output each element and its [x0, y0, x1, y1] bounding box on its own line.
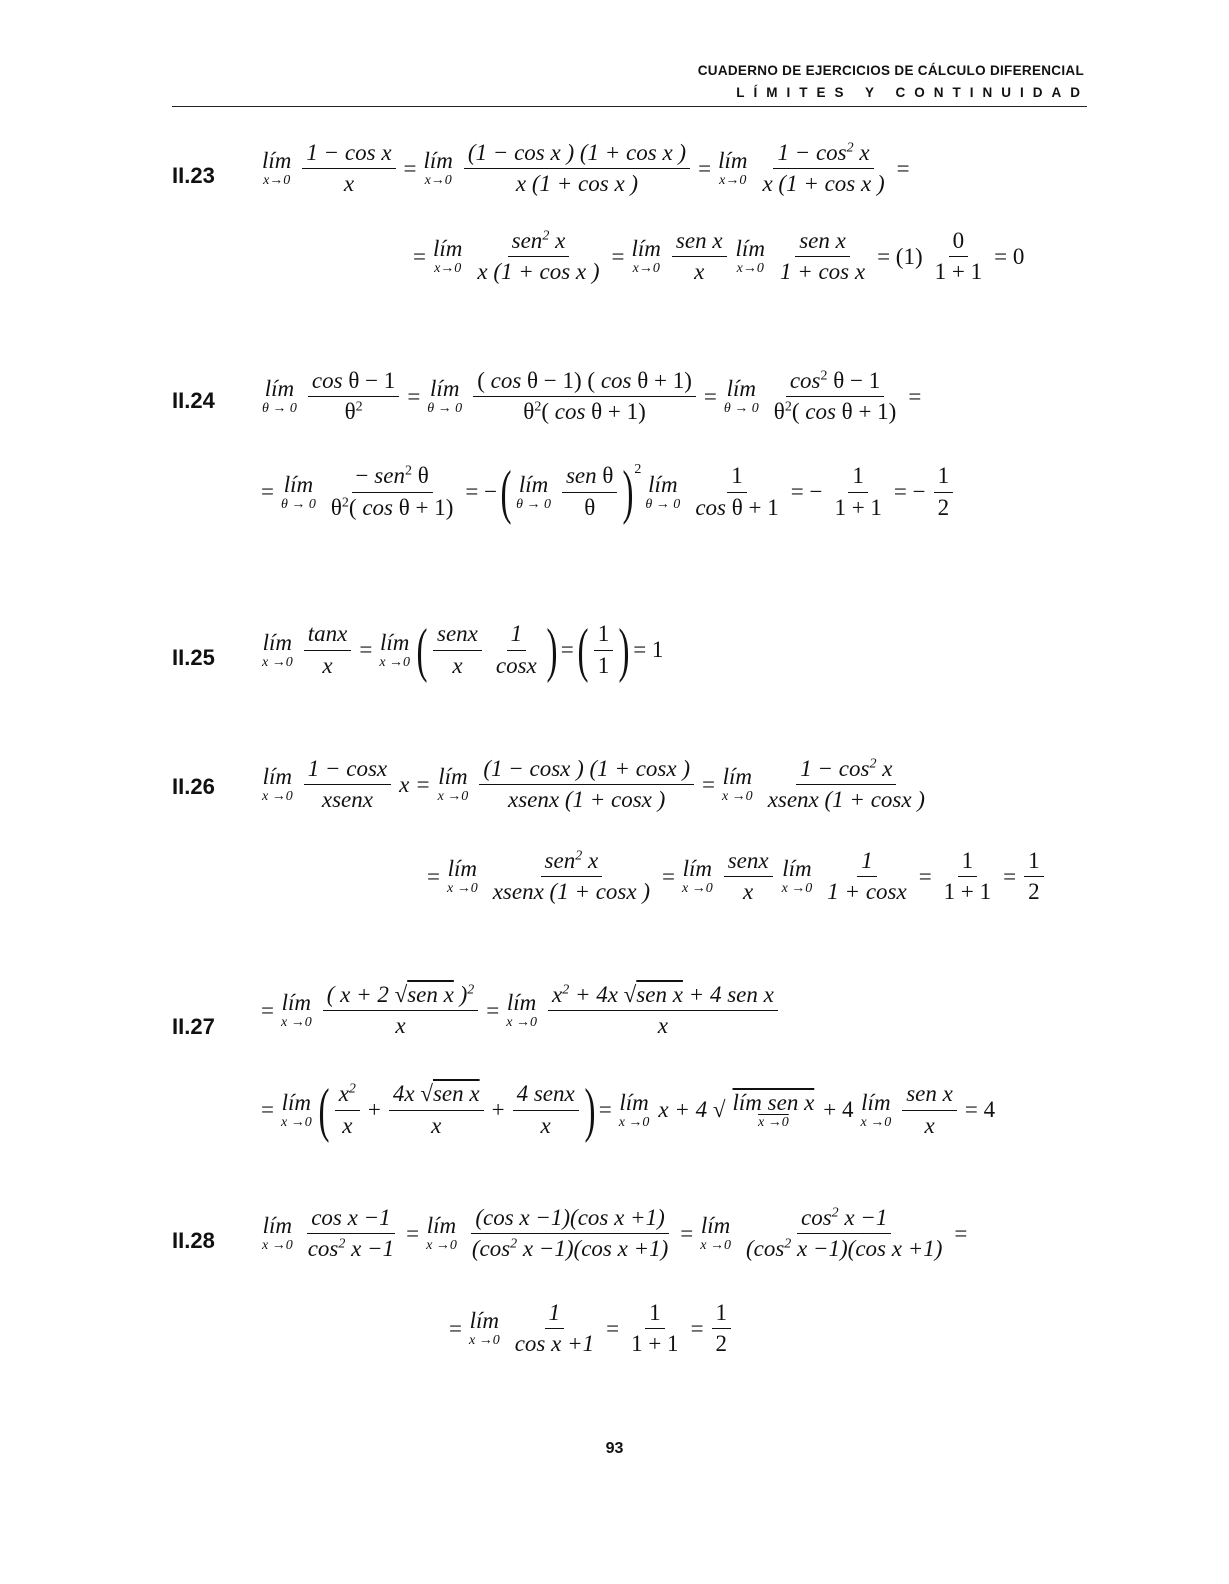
exercise-number: II.25	[172, 645, 215, 670]
equation-line: = lím x →0 $\frac{( x + 2 √sen x )^2}{x}$ = lím x →0 $\frac{x^2 + 4x √sen x + 4 sen x}{x}$	[258, 982, 783, 1040]
exercise-number: II.24	[172, 388, 215, 413]
exercise-number: II.28	[172, 1228, 215, 1253]
exercise-number: II.23	[172, 163, 215, 188]
equation-line: = lím x →0 $\frac{1}{\text{cos x +1}}$ = $\frac{1}{1 + 1}$ = $\frac{1}{2}$	[446, 1300, 736, 1358]
header-rule	[172, 106, 1087, 107]
equation-line: lím θ → 0 $\frac{\text{cos θ − 1}}{\theta^2}$ = lím θ → 0 $\frac{\text{( cos θ − 1) ( cos θ + 1)}}{\theta^2( \cos \theta + 1)}$ = lím θ → 0 $\frac{\cos^2 \theta - 1}{\theta^2( \cos \theta + 1)}$ =	[262, 368, 922, 425]
exercise-number: II.26	[172, 774, 215, 799]
exercise-number: II.27	[172, 1014, 215, 1039]
equation-line: = lím x →0 $\frac{sen^2 x}{\text{xsenx (1 + cosx )}}$ = lím x →0 $\frac{\text{senx}}{x}$ lím x →0 $\frac{1}{1 + \cos x}$ = $\frac{1}{1 + 1}$ = $\frac{1}{2}$	[424, 848, 1049, 906]
equation-line: lím x →0 $\frac{\text{cos x −1}}{\cos^2 x -1}$ = lím x →0 $\frac{\text{(cos x −1)(cos x +1)}}{(\cos^2 x -1)(\cos x +1)}$ = lím x →0 $\frac{\cos^2 x -1}{(\cos^2 x -1)(\cos x +1)}$ =	[262, 1205, 968, 1262]
equation-line: = lím x→0 $\frac{sen^2 x}{\text{x (1 + cos x )}}$ = lím x→0 $\frac{\text{sen x}}{x}$ lím x→0 $\frac{\text{sen x}}{\text{1 + cos x}}$ = (1) $\frac{0}{1 + 1}$ = 0	[413, 228, 1025, 285]
equation-line: = lím x →0 ( $\frac{x^2}{x}$ + $\frac{\text{4x √sen x}}{x}$ + $\frac{\text{4 senx}}{x}$ ) = lím x →0 x + 4 √ lím sen x x →0 + 4 lím x →0 $\frac{\text{sen x}}{x}$ = 4	[261, 1077, 996, 1143]
equation-line: lím x →0 $\frac{1 - \cos x}{\text{xsenx}}$ x = lím x →0 $\frac{(1 - \cos x ) (1 + \cos x )}{\text{xsenx (1 + cosx )}}$ = lím x →0 $\frac{1 - \cos^2 x}{\text{xsenx (1 + cosx )}}$	[262, 756, 925, 813]
header-subtitle: LÍMITES Y CONTINUIDAD	[736, 85, 1089, 100]
equation-line: lím x →0 $\frac{\tan x}{x}$ = lím x →0 ( $\frac{\text{senx}}{x}$ $\frac{1}{\cos x}$ ) = ( $\frac{1}{1}$ ) = 1	[262, 617, 664, 683]
page-number: 93	[605, 1440, 624, 1457]
equation-line: = lím θ → 0 $\frac{- sen^2 \theta}{\theta^2( \cos \theta + 1)}$ = − ( lím θ → 0 $\frac{\text{sen θ}}{\theta}$ ) $^2$ lím θ → 0 $\frac{1}{\text{cos θ + 1}}$ = − $\frac{1}{1 + 1}$ = − $\frac{1}{2}$	[258, 462, 958, 522]
equation-line: lím x→0 $\frac{\text{1 − cos x}}{x}$ = lím x→0 $\frac{\text{(1 − cos x ) (1 + cos x )}}{\text{x (1 + cos x )}}$ = lím x→0 $\frac{1 - \cos^2 x}{\text{x (1 + cos x )}}$ =	[262, 140, 910, 197]
header-title: CUADERNO DE EJERCICIOS DE CÁLCULO DIFERENCIAL	[697, 63, 1084, 78]
